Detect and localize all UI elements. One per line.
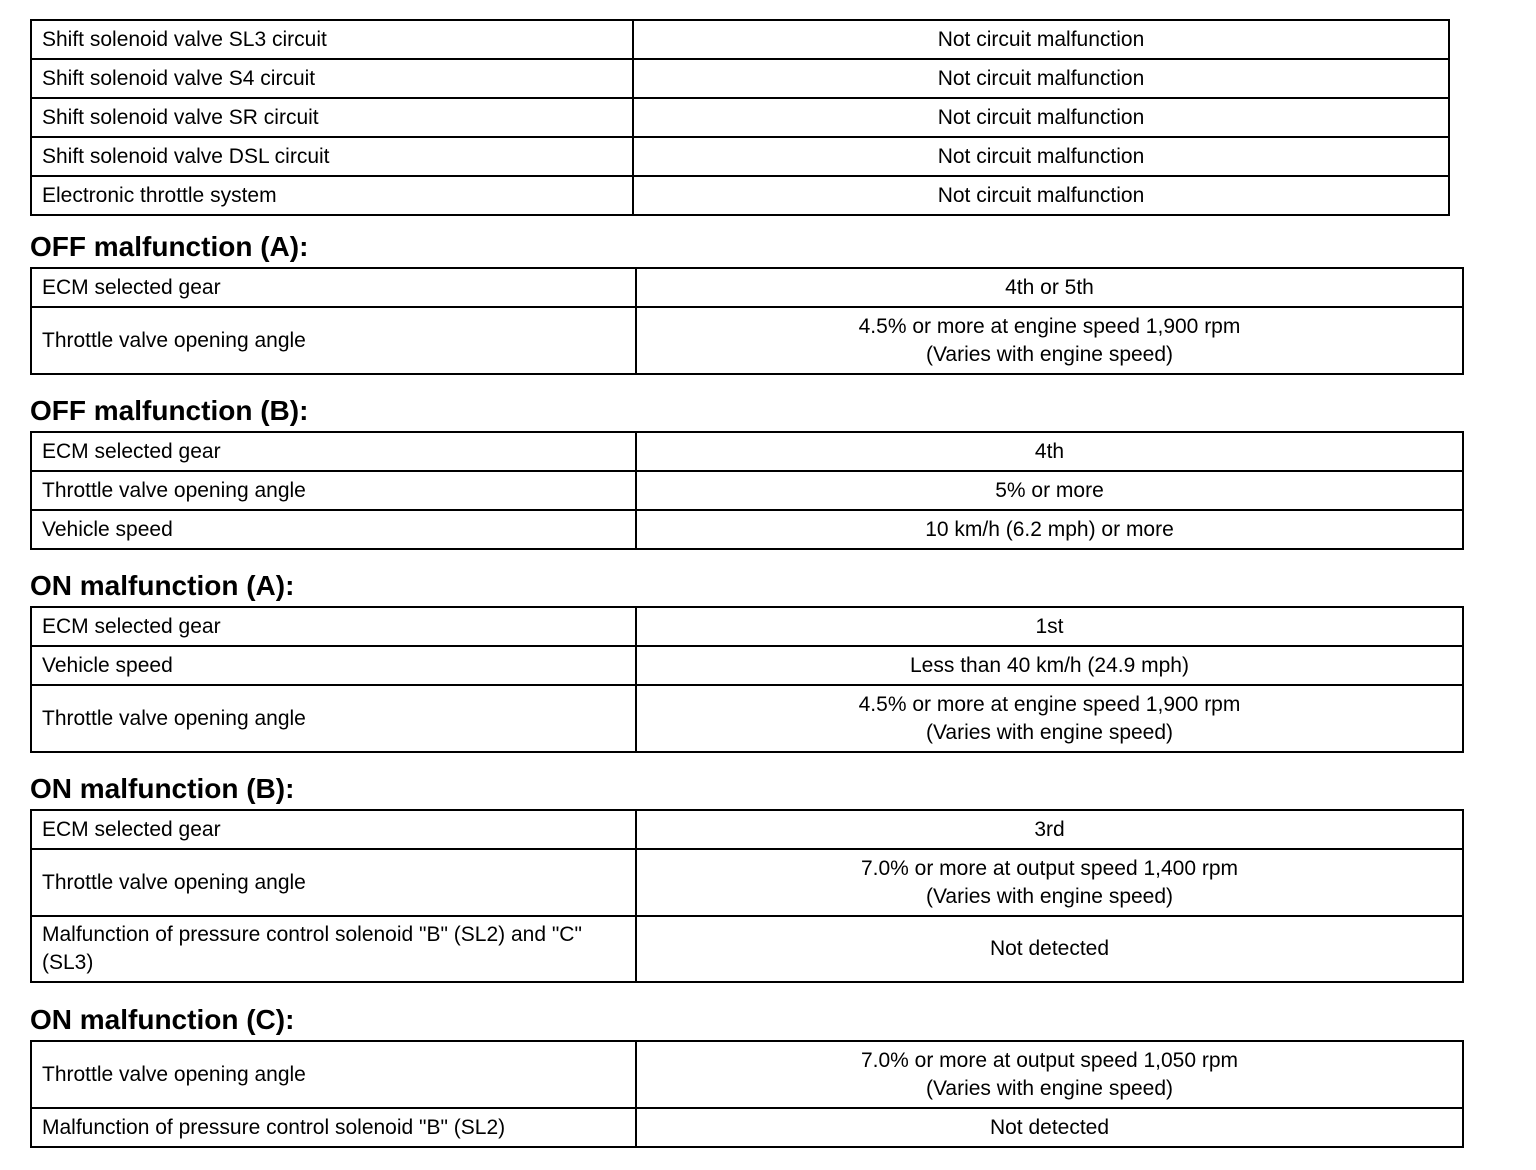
row-value: Not circuit malfunction: [633, 59, 1449, 98]
section-heading-on-c: ON malfunction (C):: [30, 1004, 295, 1035]
section-heading-off-a: OFF malfunction (A):: [30, 231, 309, 262]
row-label: ECM selected gear: [31, 607, 636, 646]
row-label: ECM selected gear: [31, 432, 636, 471]
row-value: Not circuit malfunction: [633, 176, 1449, 215]
row-value: 5% or more: [636, 471, 1463, 510]
row-value: Not circuit malfunction: [633, 137, 1449, 176]
row-value: 1st: [636, 607, 1463, 646]
row-label: Electronic throttle system: [31, 176, 633, 215]
table-row: [31, 685, 1463, 752]
row-label: Shift solenoid valve DSL circuit: [31, 137, 633, 176]
row-label: Vehicle speed: [31, 646, 636, 685]
row-value: Not circuit malfunction: [633, 98, 1449, 137]
row-label: Malfunction of pressure control solenoid "B" (SL2): [31, 1108, 636, 1147]
table-row: [31, 607, 1463, 646]
row-label: Shift solenoid valve SR circuit: [31, 98, 633, 137]
row-value: Not circuit malfunction: [633, 20, 1449, 59]
value-line-1: 7.0% or more at output speed 1,050 rpm: [860, 1048, 1239, 1072]
row-label: Throttle valve opening angle: [31, 1041, 636, 1108]
row-label: ECM selected gear: [31, 268, 636, 307]
table-row: [31, 432, 1463, 471]
table-row: [31, 98, 1449, 137]
row-label: Vehicle speed: [31, 510, 636, 549]
row-value: Less than 40 km/h (24.9 mph): [636, 646, 1463, 685]
top-conditions-table: [30, 19, 1450, 216]
off-b-table: [30, 431, 1464, 550]
section-heading-off-b: OFF malfunction (B):: [30, 395, 309, 426]
value-line-1: 4.5% or more at engine speed 1,900 rpm: [858, 314, 1241, 338]
table-row: [31, 268, 1463, 307]
value-line-1: 4.5% or more at engine speed 1,900 rpm: [858, 692, 1241, 716]
row-value: 4th: [636, 432, 1463, 471]
row-label: ECM selected gear: [31, 810, 636, 849]
on-a-table: [30, 606, 1464, 753]
off-a-table: [30, 267, 1464, 375]
value-line-2: (Varies with engine speed): [925, 884, 1174, 908]
value-line-2: (Varies with engine speed): [925, 342, 1174, 366]
value-line-2: (Varies with engine speed): [925, 720, 1174, 744]
table-row: [31, 176, 1449, 215]
row-value: 4th or 5th: [636, 268, 1463, 307]
row-value: [636, 685, 1463, 752]
row-label: Throttle valve opening angle: [31, 849, 636, 916]
table-row: [31, 849, 1463, 916]
table-row: [31, 20, 1449, 59]
row-value: 3rd: [636, 810, 1463, 849]
table-row: [31, 1041, 1463, 1108]
section-heading-on-b: ON malfunction (B):: [30, 773, 295, 804]
table-row: [31, 1108, 1463, 1147]
table-row: [31, 59, 1449, 98]
section-heading-on-a: ON malfunction (A):: [30, 570, 295, 601]
row-label: Malfunction of pressure control solenoid "B" (SL2) and "C" (SL3): [31, 916, 636, 982]
value-line-2: (Varies with engine speed): [925, 1076, 1174, 1100]
table-row: [31, 471, 1463, 510]
row-label: Throttle valve opening angle: [31, 685, 636, 752]
table-row: [31, 307, 1463, 374]
table-row: [31, 916, 1463, 982]
table-row: [31, 510, 1463, 549]
value-line-1: 7.0% or more at output speed 1,400 rpm: [860, 856, 1239, 880]
row-value: [636, 849, 1463, 916]
row-label: Shift solenoid valve S4 circuit: [31, 59, 633, 98]
row-label: Throttle valve opening angle: [31, 307, 636, 374]
on-c-table: [30, 1040, 1464, 1148]
row-value: 10 km/h (6.2 mph) or more: [636, 510, 1463, 549]
on-b-table: [30, 809, 1464, 983]
row-value: Not detected: [636, 916, 1463, 982]
row-label: Shift solenoid valve SL3 circuit: [31, 20, 633, 59]
row-value: [636, 307, 1463, 374]
table-row: [31, 137, 1449, 176]
table-row: [31, 810, 1463, 849]
row-value: [636, 1041, 1463, 1108]
table-row: [31, 646, 1463, 685]
row-label: Throttle valve opening angle: [31, 471, 636, 510]
row-value: Not detected: [636, 1108, 1463, 1147]
